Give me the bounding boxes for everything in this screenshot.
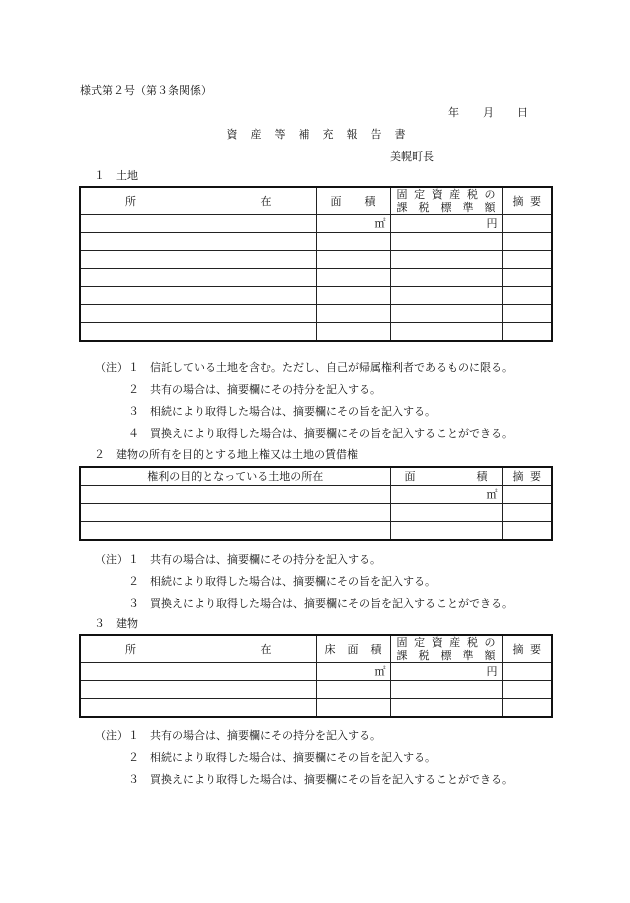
note-text: 共有の場合は、摘要欄にその持分を記入する。 [150, 383, 381, 396]
note-number: ２ [128, 383, 139, 396]
addressee: 美幌町長 [390, 150, 434, 163]
document-title: 資 産 等 補 充 報 告 書 [226, 128, 406, 141]
note-text: 共有の場合は、摘要欄にその持分を記入する。 [150, 553, 381, 566]
note-number: （注）１ [95, 361, 139, 374]
header-remarks: 摘 要 [502, 467, 552, 486]
table-row [80, 215, 552, 233]
note-text: 買換えにより取得した場合は、摘要欄にその旨を記入することができる。 [150, 597, 513, 610]
note-number: （注）１ [95, 729, 139, 742]
table-row [80, 269, 552, 287]
note-number: ４ [128, 427, 139, 440]
note-number: ３ [128, 597, 139, 610]
yen-unit: 円 [390, 663, 502, 681]
note-text: 買換えにより取得した場合は、摘要欄にその旨を記入することができる。 [150, 773, 513, 786]
note-number: ３ [128, 405, 139, 418]
date-year: 年 [448, 106, 459, 119]
note-text: 相続により取得した場合は、摘要欄にその旨を記入する。 [150, 575, 436, 588]
note-text: 買換えにより取得した場合は、摘要欄にその旨を記入することができる。 [150, 427, 513, 440]
header-location: 権利の目的となっている土地の所在 [80, 467, 390, 486]
header-location: 所 在 [80, 635, 316, 663]
note-number: ２ [128, 575, 139, 588]
form-number: 様式第２号（第３条関係） [80, 84, 212, 97]
header-remarks: 摘 要 [502, 635, 552, 663]
header-location: 所 在 [80, 187, 316, 215]
note-number: （注）１ [95, 553, 139, 566]
table-row [80, 681, 552, 699]
table-row [80, 251, 552, 269]
yen-unit: 円 [390, 215, 502, 233]
table-row [80, 486, 552, 504]
header-area: 面 積 [390, 467, 502, 486]
header-remarks: 摘 要 [502, 187, 552, 215]
note-text: 相続により取得した場合は、摘要欄にその旨を記入する。 [150, 405, 436, 418]
table-row [80, 504, 552, 522]
land-table [79, 186, 553, 342]
date-month: 月 [483, 106, 494, 119]
section3-heading: ３ 建物 [94, 617, 138, 630]
table-row [80, 663, 552, 681]
note-text: 相続により取得した場合は、摘要欄にその旨を記入する。 [150, 751, 436, 764]
area-unit: ㎡ [390, 486, 502, 504]
date-day: 日 [517, 106, 528, 119]
header-tax-base: 固 定 資 産 税 の 課 税 標 準 額 [390, 187, 502, 215]
note-number: ３ [128, 773, 139, 786]
note-text: 共有の場合は、摘要欄にその持分を記入する。 [150, 729, 381, 742]
building-table [79, 634, 553, 718]
area-unit: ㎡ [316, 215, 390, 233]
section1-heading: １ 土地 [94, 169, 138, 182]
leasehold-table [79, 466, 553, 541]
note-text: 信託している土地を含む。ただし、自己が帰属権利者であるものに限る。 [150, 361, 513, 374]
note-number: ２ [128, 751, 139, 764]
section2-heading: ２ 建物の所有を目的とする地上権又は土地の賃借権 [94, 448, 358, 461]
table-row [80, 287, 552, 305]
area-unit: ㎡ [316, 663, 390, 681]
table-row [80, 233, 552, 251]
header-floor-area: 床 面 積 [316, 635, 390, 663]
table-row [80, 699, 552, 718]
header-area: 面 積 [316, 187, 390, 215]
table-row [80, 323, 552, 342]
header-tax-base: 固 定 資 産 税 の 課 税 標 準 額 [390, 635, 502, 663]
table-row [80, 305, 552, 323]
table-row [80, 522, 552, 541]
